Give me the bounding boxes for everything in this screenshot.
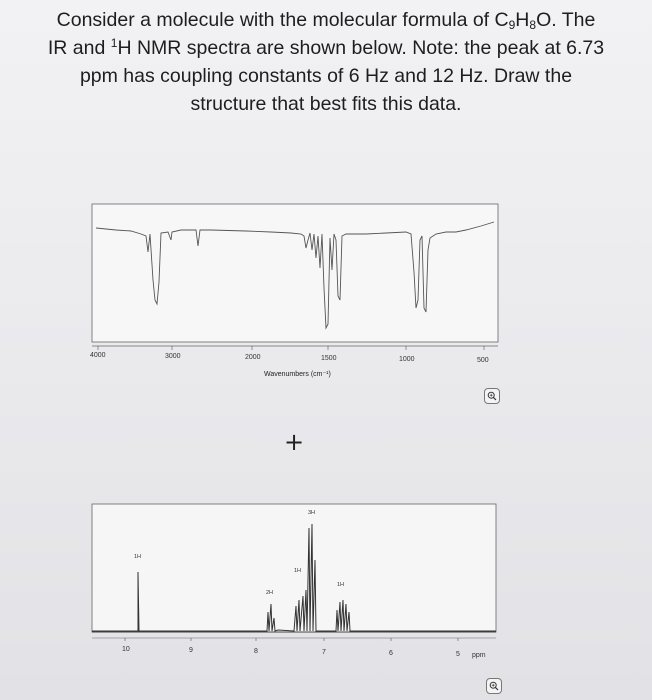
nmr-x-tick-label: 8 [254, 648, 258, 655]
zoom-in-icon [487, 391, 497, 401]
nmr-integration-label: 2H [266, 590, 274, 596]
zoom-in-icon [489, 681, 499, 691]
ir-x-tick-label: 4000 [90, 352, 106, 359]
nmr-integration-label: 1H [337, 582, 345, 588]
ir-zoom-button[interactable] [484, 388, 500, 404]
question-line-1: Consider a molecule with the molecular formula of $C_9H_8O$. The [56, 9, 596, 32]
nmr-spectrum [90, 500, 510, 670]
nmr-integration-label: 1H [294, 568, 302, 574]
ir-x-tick-label: 3000 [165, 353, 181, 360]
ir-x-axis-title: Wavenumbers (cm⁻¹) [264, 371, 331, 378]
nmr-spectrum-plot [90, 500, 510, 670]
nmr-zoom-button[interactable] [486, 678, 502, 694]
nmr-x-tick-label: 5 [456, 651, 460, 658]
ir-x-tick-label: 500 [477, 357, 489, 364]
nmr-integration-label: 1H [134, 554, 142, 560]
question-text [6, 6, 646, 118]
ir-x-tick-label: 2000 [245, 354, 261, 361]
ir-x-tick-label: 1000 [399, 356, 415, 363]
crosshair-cursor-icon: + [284, 428, 305, 456]
ir-x-tick-label: 1500 [321, 355, 337, 362]
nmr-x-unit-label: ppm [472, 652, 486, 659]
nmr-integration-label: 3H [308, 510, 316, 516]
nmr-x-tick-label: 7 [322, 649, 326, 656]
nmr-x-tick-label: 10 [122, 646, 130, 653]
question-line-3: ppm has coupling constants of 6 Hz and 12 Hz. Draw the [79, 65, 573, 87]
question-line-2: IR and $^1$H NMR spectra are shown below. Note: the peak at 6.73 [47, 36, 605, 59]
ir-spectrum-plot [86, 200, 506, 400]
nmr-x-tick-label: 6 [389, 650, 393, 657]
ir-spectrum [86, 200, 506, 400]
nmr-x-tick-label: 9 [189, 647, 193, 654]
question-line-4: structure that best fits this data. [190, 93, 462, 115]
